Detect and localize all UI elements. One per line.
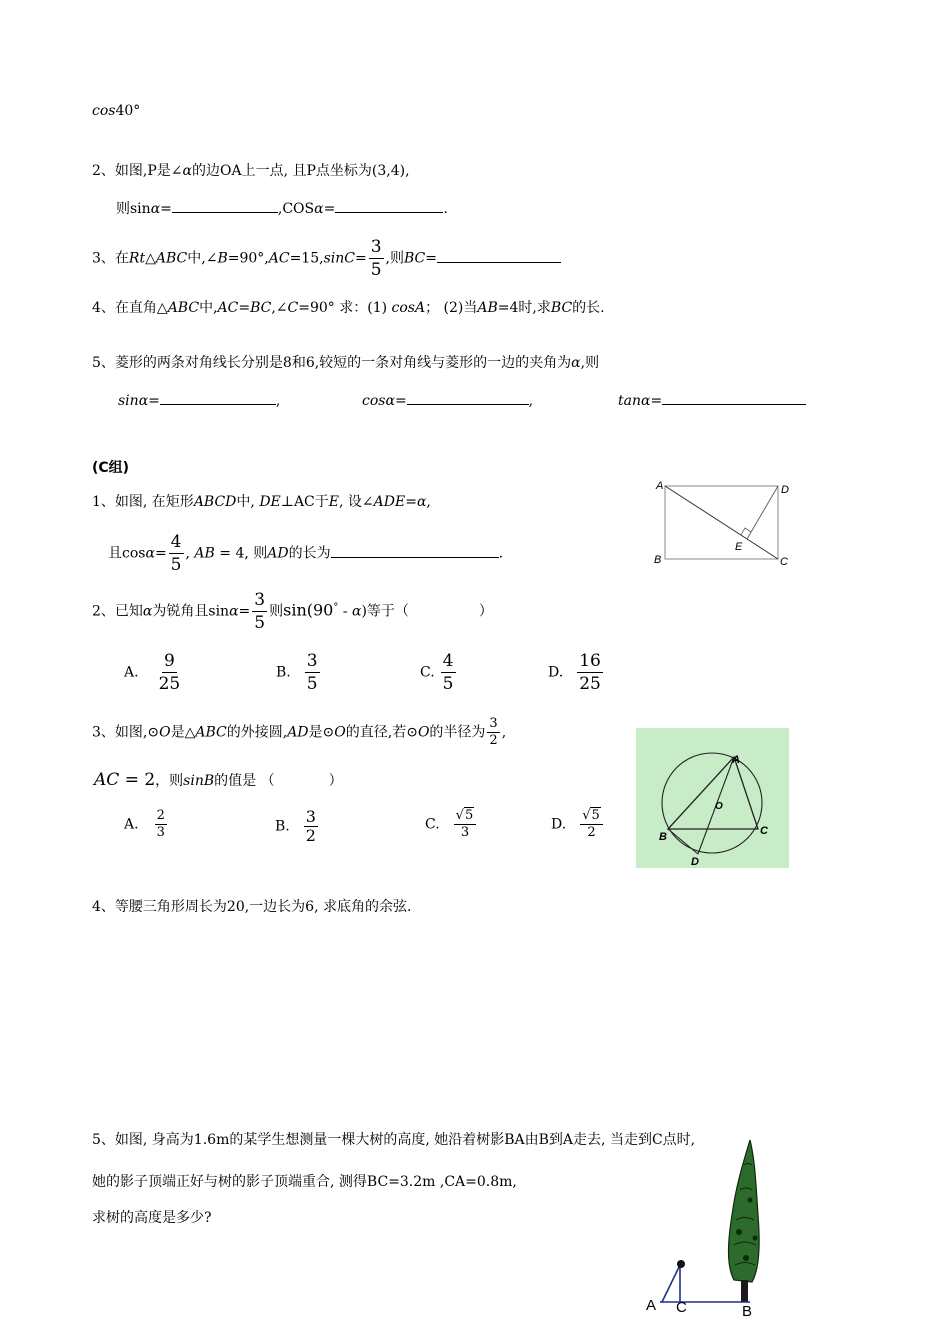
equals: = [154, 545, 167, 562]
math-var: sinB [183, 773, 215, 789]
q-text: ） [328, 773, 343, 789]
top-fragment [92, 103, 140, 119]
label-c: C [760, 825, 768, 837]
question-c1-line2 [108, 531, 503, 576]
math-var: ABC [155, 250, 188, 267]
question-c4: 4、等腰三角形周长为20,一边长为6, 求底角的余弦. [92, 899, 412, 915]
equation: = 2 [119, 770, 156, 790]
q-text: )等于（ [361, 603, 409, 620]
label-o: O [715, 801, 723, 812]
answer-blank[interactable] [160, 390, 276, 405]
numerator: 3 [306, 651, 318, 671]
math-var: Rt [128, 250, 146, 267]
question-b5-line1 [92, 352, 599, 372]
math-var: O [334, 724, 346, 741]
comma: , [501, 724, 507, 741]
label-a: A [646, 1297, 657, 1314]
label-b: B [654, 554, 662, 566]
numerator: 3 [489, 716, 498, 731]
tan-fn: tan [618, 393, 641, 409]
fraction [155, 808, 167, 841]
math-var: O [417, 724, 430, 741]
q-text: 为锐角且 [152, 603, 209, 620]
q-text: ,则 [580, 355, 600, 371]
option-b[interactable] [275, 808, 320, 845]
question-c5-line2: 她的影子顶端正好与树的影子顶端重合, 测得BC=3.2m ,CA=0.8m, [92, 1174, 517, 1190]
question-c5-line3: 求树的高度是多少? [92, 1210, 212, 1226]
denominator: 25 [579, 674, 601, 694]
math-var: E [328, 494, 340, 510]
q-text: ； (2)当 [425, 300, 478, 316]
label-c: C [676, 1299, 687, 1316]
fraction [369, 236, 384, 281]
cos-fn: cos [122, 545, 146, 562]
q-text: =90°, [227, 250, 269, 267]
option-c[interactable] [425, 808, 478, 841]
math-var: AC [217, 300, 239, 316]
denominator: 3 [460, 825, 470, 840]
q-text: 则 [269, 603, 284, 620]
label-e: E [735, 541, 743, 553]
math-var: cosA [391, 300, 426, 316]
answer-sin [118, 390, 280, 409]
equals: = [148, 393, 160, 409]
person-head [677, 1260, 685, 1268]
sin-expression: sin(90 [283, 600, 334, 620]
denominator: 5 [370, 260, 382, 280]
q-text: =90° 求：(1) [298, 300, 392, 316]
math-var: ABC [195, 724, 227, 741]
answer-blank[interactable] [331, 543, 499, 558]
denominator: 2 [305, 826, 316, 845]
q-text: 1、如图, 在矩形 [92, 494, 194, 510]
numerator: 5 [464, 808, 474, 823]
comma: , [277, 201, 283, 217]
option-d[interactable] [551, 808, 605, 841]
fraction: $\frac{√5}{3}$ [454, 808, 477, 841]
q-text: ⊥AC于 [280, 494, 329, 510]
alpha-symbol: α [314, 201, 324, 217]
math-var: AC [94, 770, 120, 790]
option-label: A. [124, 664, 139, 681]
numerator: 3 [254, 590, 266, 610]
numerator: 9 [163, 651, 175, 671]
label-a: A [656, 480, 664, 492]
q-text: 的直径,若⊙ [345, 724, 418, 741]
question-c3-line2 [94, 770, 343, 790]
denominator: 5 [442, 674, 454, 694]
q-text: 的边OA上一点, 且P点坐标为(3,4), [191, 163, 410, 179]
question-b2-line2 [116, 198, 448, 218]
math-var: DE [259, 494, 281, 510]
label-b: B [659, 831, 667, 843]
cos-fn: cos [362, 393, 386, 409]
cos-fn: cos [92, 103, 116, 119]
fraction [169, 531, 184, 576]
alpha-symbol: α [351, 603, 362, 620]
alpha-symbol: α [641, 393, 651, 409]
math-var: C [287, 300, 299, 316]
option-label: C. [425, 816, 440, 833]
denominator: 5 [170, 555, 182, 575]
fraction [487, 716, 499, 749]
fraction [157, 650, 183, 695]
option-label: B. [275, 818, 290, 835]
q-text: 的值是 （ [214, 773, 275, 789]
degree-sign: ° [333, 601, 339, 613]
q-text: ，则 [155, 773, 184, 789]
figure-background [636, 728, 789, 868]
question-c5-line1: 5、如图, 身高为1.6m的某学生想测量一棵大树的高度, 她沿着树影BA由B到A走去, 当走到C点时, [92, 1132, 696, 1148]
answer-blank[interactable] [662, 390, 806, 405]
alpha-symbol: α [385, 393, 395, 409]
equals: = [354, 250, 367, 267]
comma: , [426, 494, 431, 510]
q-text: 5、菱形的两条对角线长分别是8和6,较短的一条对角线与菱形的一边的夹角为 [92, 355, 572, 371]
period: . [498, 545, 504, 562]
q-text: 且 [108, 545, 122, 562]
option-b[interactable] [276, 650, 322, 695]
question-b3 [92, 236, 561, 281]
math-var: BC [550, 300, 573, 316]
option-c[interactable] [420, 650, 458, 695]
math-var: AD [267, 545, 289, 562]
comma: , [528, 393, 534, 409]
q-text: ） [478, 603, 493, 620]
q-text: 是⊙ [308, 724, 335, 741]
math-var: AB [194, 545, 215, 562]
fraction [304, 808, 318, 845]
tree-crown [729, 1140, 760, 1282]
fraction [252, 589, 267, 634]
q-text: 2、已知 [92, 603, 143, 620]
equals: = [650, 393, 663, 409]
equals: = [405, 494, 417, 510]
q-text: , [185, 545, 195, 562]
degree-value: 40° [115, 103, 141, 119]
option-d[interactable] [548, 650, 605, 695]
equals: = [238, 300, 251, 316]
triangle-symbol: △ [145, 250, 156, 267]
q-text: 中,∠ [187, 250, 218, 267]
q-text: 中, [236, 494, 260, 510]
q-text: 3、如图,⊙ [92, 724, 160, 741]
math-var: ADE [373, 494, 406, 510]
denominator: 2 [587, 825, 596, 840]
sun-ray [662, 1265, 680, 1302]
q-text: 3、在 [92, 250, 129, 267]
math-var: sinC [323, 250, 355, 267]
q-text: 则 [116, 201, 130, 217]
sin-fn: sin [118, 393, 139, 409]
fraction [577, 650, 603, 695]
q-text: 的外接圆, [226, 724, 288, 741]
numerator: 4 [170, 532, 182, 552]
sin-fn: sin [130, 201, 151, 217]
label-a: A [732, 754, 740, 766]
equals: = [394, 393, 407, 409]
numerator: 2 [156, 808, 165, 823]
math-var: AB [477, 300, 498, 316]
tree-figure [640, 1140, 770, 1318]
sin-fn: sin [208, 603, 230, 620]
comma: , [275, 393, 281, 409]
question-c1-line1 [92, 491, 431, 511]
alpha-symbol: α [145, 545, 155, 562]
label-b: B [742, 1303, 753, 1318]
q-text: 的半径为 [429, 724, 486, 741]
question-b2-line1 [92, 160, 410, 180]
minus-sign: - [338, 603, 352, 620]
alpha-symbol: α [150, 201, 161, 217]
option-label: B. [276, 664, 291, 681]
math-var: B [217, 250, 228, 267]
option-a[interactable] [124, 808, 169, 841]
alpha-symbol: α [571, 355, 581, 371]
numerator: 4 [442, 651, 454, 671]
math-var: O [159, 724, 171, 741]
math-var: AD [287, 724, 309, 741]
circle-figure [636, 728, 789, 868]
denominator: 5 [306, 674, 318, 694]
q-text: 的长为 [288, 545, 331, 562]
q-text: 是△ [170, 724, 196, 741]
equals: = [238, 603, 251, 620]
tree-trunk [741, 1280, 748, 1302]
denominator: 3 [156, 825, 165, 840]
q-text: =4时,求 [497, 300, 551, 316]
fraction [441, 650, 456, 695]
q-text: ,∠ [271, 300, 288, 316]
denominator: 2 [489, 733, 498, 748]
q-text: , 设∠ [339, 494, 374, 510]
q-text: 的长. [572, 300, 605, 316]
fraction [305, 650, 320, 695]
answer-blank[interactable] [335, 198, 443, 213]
equals: = [425, 250, 437, 267]
fraction: $\frac{√5}{2}$ [580, 808, 603, 841]
q-text: 中, [199, 300, 218, 316]
math-var: ABC [167, 300, 200, 316]
numerator: 3 [305, 807, 316, 826]
alpha-symbol: α [142, 603, 153, 620]
q-text: = 4, 则 [214, 545, 268, 562]
diagonal-ac [665, 486, 778, 559]
answer-cos [362, 390, 533, 409]
q-text: =15, [289, 250, 324, 267]
numerator: 3 [370, 237, 382, 257]
answer-tan [618, 390, 806, 409]
equals: = [323, 201, 336, 217]
question-c3-line1 [92, 716, 506, 749]
numerator: 16 [579, 651, 601, 671]
section-header: (C组) [92, 460, 130, 476]
label-c: C [780, 556, 788, 568]
segment-de [747, 486, 778, 539]
q-text: 4、在直角△ [92, 300, 168, 316]
q-text: 2、如图,P是∠ [92, 163, 183, 179]
alpha-symbol: α [182, 163, 192, 179]
denominator: 25 [158, 674, 181, 694]
label-d: D [691, 856, 699, 868]
period: . [443, 201, 448, 217]
alpha-symbol: α [229, 603, 239, 620]
label-d: D [781, 484, 789, 496]
option-label: C. [420, 664, 435, 681]
answer-blank[interactable] [437, 248, 561, 263]
alpha-symbol: α [416, 494, 427, 510]
answer-blank[interactable] [407, 390, 529, 405]
option-label: A. [124, 816, 139, 833]
question-c2 [92, 589, 493, 634]
rectangle-figure [648, 475, 798, 575]
cos-fn: COS [282, 201, 315, 217]
answer-blank[interactable] [172, 198, 278, 213]
question-b4 [92, 297, 605, 317]
numerator: 5 [591, 808, 600, 823]
math-var: AC [268, 250, 290, 267]
math-var: ABCD [193, 494, 237, 510]
alpha-symbol: α [138, 393, 149, 409]
math-var: BC [250, 300, 272, 316]
q-text: ,则 [385, 250, 404, 267]
math-var: BC [403, 250, 426, 267]
equals: = [160, 201, 172, 217]
option-label: D. [548, 664, 564, 681]
denominator: 5 [254, 613, 266, 633]
option-label: D. [551, 816, 567, 833]
option-a[interactable] [124, 650, 184, 695]
